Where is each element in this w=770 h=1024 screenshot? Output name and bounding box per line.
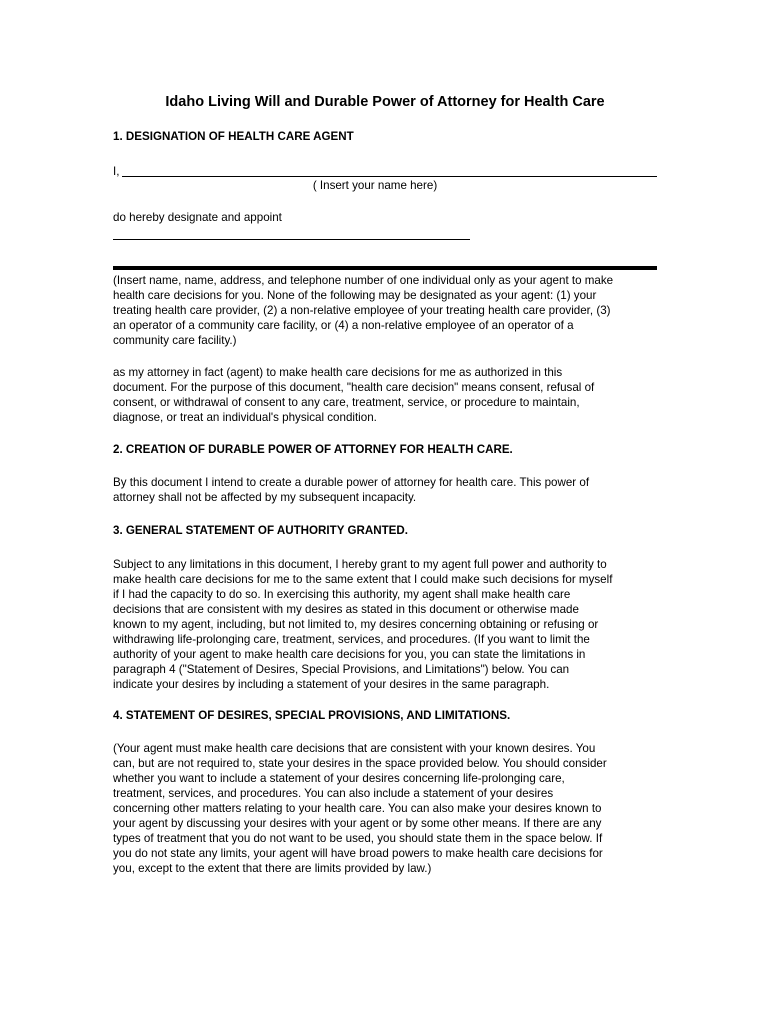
section-4-line: types of treatment that you do not want to be used, you should state them in the space below. If — [113, 832, 603, 845]
instruction-line: (Insert name, name, address, and telephone number of one individual only as your agent to make — [113, 274, 614, 287]
section-4-line: whether you want to include a statement of your desires concerning life-prolonging care, — [113, 772, 565, 785]
section-4-heading: 4. STATEMENT OF DESIRES, SPECIAL PROVISIONS, AND LIMITATIONS. — [113, 709, 511, 722]
section-3-line: decisions that are consistent with my desires as stated in this document or otherwise made — [113, 603, 579, 616]
agent-name-field-line[interactable] — [122, 176, 657, 177]
section-2-heading: 2. CREATION OF DURABLE POWER OF ATTORNEY FOR HEALTH CARE. — [113, 443, 513, 456]
attorney-paragraph — [113, 365, 661, 425]
section-4-line: (Your agent must make health care decisions that are consistent with your known desires. You — [113, 742, 596, 755]
section-3-line: known to my agent, including, but not limited to, my desires concerning obtaining or refusing or — [113, 618, 599, 631]
section-3-line: withdrawing life-prolonging care, treatment, services, and procedures. (If you want to limit the — [113, 633, 590, 646]
instruction-line: an operator of a community care facility, or (4) a non-relative employee of an operator of a — [113, 319, 574, 332]
section-4-line: treatment, services, and procedures. You can also include a statement of your desires — [113, 787, 554, 800]
attorney-line: consent, or withdrawal of consent to any care, treatment, service, or procedure to maintain, — [113, 396, 580, 409]
attorney-line: diagnose, or treat an individual's physical condition. — [113, 411, 377, 424]
section-3-line: paragraph 4 ("Statement of Desires, Special Provisions, and Limitations") below. You can — [113, 663, 570, 676]
attorney-line: as my attorney in fact (agent) to make health care decisions for me as authorized in this — [113, 366, 563, 379]
section-4-line: can, but are not required to, state your desires in the space provided below. You should consider — [113, 757, 607, 770]
document-title: Idaho Living Will and Durable Power of Attorney for Health Care — [165, 94, 605, 110]
name-hint: ( Insert your name here) — [312, 179, 438, 192]
designate-text: do hereby designate and appoint — [113, 211, 282, 224]
section-4-line: you do not state any limits, your agent will have broad powers to make health care decisions for — [113, 847, 603, 860]
instruction-paragraph — [113, 273, 661, 348]
section-divider — [113, 266, 657, 270]
instruction-line: treating health care provider, (2) a non-relative employee of your treating health care provider, (3) — [113, 304, 611, 317]
i-prefix: I, — [113, 165, 120, 178]
appointee-field-line[interactable] — [113, 239, 470, 240]
section-3-line: authority of your agent to make health care decisions for you, you can state the limitations in — [113, 648, 586, 661]
section-4-line: you, except to the extent that there are limits provided by law.) — [113, 862, 432, 875]
section-2-paragraph — [113, 475, 661, 505]
attorney-line: document. For the purpose of this document, "health care decision" means consent, refusal of — [113, 381, 595, 394]
section-4-line: your agent by discussing your desires with your agent or by some other means. If there are any — [113, 817, 602, 830]
section-3-line: indicate your desires by including a statement of your desires in the same paragraph. — [113, 678, 550, 691]
section-3-line: Subject to any limitations in this document, I hereby grant to my agent full power and authority to — [113, 558, 607, 571]
section-3-heading: 3. GENERAL STATEMENT OF AUTHORITY GRANTED. — [113, 524, 409, 537]
section-3-paragraph — [113, 557, 661, 692]
section-4-paragraph — [113, 741, 661, 876]
section-2-line: By this document I intend to create a durable power of attorney for health care. This power of — [113, 476, 590, 489]
section-1-heading: 1. DESIGNATION OF HEALTH CARE AGENT — [113, 130, 354, 143]
section-2-line: attorney shall not be affected by my subsequent incapacity. — [113, 491, 417, 504]
instruction-line: community care facility.) — [113, 334, 237, 347]
section-4-line: concerning other matters relating to your health care. You can also make your desires known to — [113, 802, 602, 815]
section-3-line: if I had the capacity to do so. In exercising this authority, my agent shall make health care — [113, 588, 571, 601]
instruction-line: health care decisions for you. None of the following may be designated as your agent: (1) your — [113, 289, 597, 302]
section-3-line: make health care decisions for me to the same extent that I could make such decisions for myself — [113, 573, 613, 586]
